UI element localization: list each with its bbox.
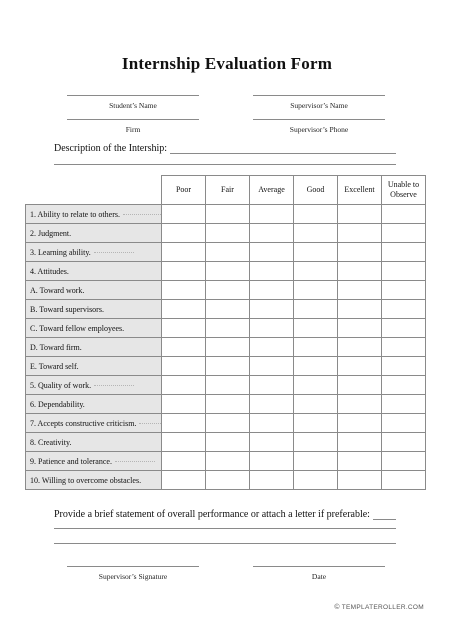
column-header: Unable to Observe: [382, 176, 426, 205]
rating-cell[interactable]: [250, 433, 294, 452]
rating-cell[interactable]: [162, 243, 206, 262]
criterion-cell: [26, 433, 162, 452]
rating-cell[interactable]: [250, 452, 294, 471]
table-row: [26, 357, 426, 376]
rating-cell[interactable]: [162, 471, 206, 490]
criterion-cell: [26, 471, 162, 490]
criterion-cell: [26, 414, 162, 433]
rating-cell[interactable]: [382, 319, 426, 338]
rating-cell[interactable]: [206, 319, 250, 338]
header-blank-cell: [26, 176, 162, 205]
criterion-label: 6. Dependability.: [30, 399, 85, 409]
rating-cell[interactable]: [338, 471, 382, 490]
rating-cell[interactable]: [206, 338, 250, 357]
footer-brand: TEMPLATEROLLER.COM: [341, 604, 424, 611]
student-name-label: Student’s Name: [109, 101, 157, 110]
criterion-label: D. Toward firm.: [30, 342, 82, 352]
table-row: [26, 433, 426, 452]
rating-cell[interactable]: [250, 300, 294, 319]
date-label: Date: [311, 572, 327, 581]
column-header: Average: [250, 176, 294, 205]
rating-cell[interactable]: [338, 300, 382, 319]
criterion-label: B. Toward supervisors.: [30, 304, 104, 314]
rating-cell[interactable]: [382, 414, 426, 433]
rating-cell[interactable]: [382, 243, 426, 262]
rating-cell[interactable]: [206, 300, 250, 319]
rating-cell[interactable]: [206, 414, 250, 433]
rating-cell[interactable]: [162, 376, 206, 395]
supervisor-name-label: Supervisor’s Name: [290, 101, 348, 110]
supervisor-phone-label: Supervisor’s Phone: [289, 125, 349, 134]
firm-label: Firm: [125, 125, 141, 134]
rating-cell[interactable]: [294, 433, 338, 452]
supervisor-name-field[interactable]: [253, 95, 385, 110]
column-header: Fair: [206, 176, 250, 205]
rating-cell[interactable]: [206, 281, 250, 300]
rating-cell[interactable]: [338, 433, 382, 452]
rating-cell[interactable]: [206, 224, 250, 243]
dotted-leader: [94, 252, 134, 254]
table-row: [26, 414, 426, 433]
rating-cell[interactable]: [162, 414, 206, 433]
criterion-label: 4. Attitudes.: [30, 266, 69, 276]
rating-cell[interactable]: [206, 243, 250, 262]
rating-cell[interactable]: [206, 433, 250, 452]
criterion-label: 10. Willing to overcome obstacles.: [30, 475, 142, 485]
rating-cell[interactable]: [162, 338, 206, 357]
rating-cell[interactable]: [382, 452, 426, 471]
rating-cell[interactable]: [162, 300, 206, 319]
rating-cell[interactable]: [206, 471, 250, 490]
rating-cell[interactable]: [206, 262, 250, 281]
rating-cell[interactable]: [162, 205, 206, 224]
table-row: [26, 243, 426, 262]
rating-cell[interactable]: [250, 414, 294, 433]
rating-cell[interactable]: [294, 262, 338, 281]
criterion-cell: [26, 319, 162, 338]
supervisor-signature-label: Supervisor’s Signature: [98, 572, 168, 581]
criterion-cell: [26, 281, 162, 300]
rating-cell[interactable]: [382, 300, 426, 319]
criterion-cell: [26, 243, 162, 262]
criterion-label: 8. Creativity.: [30, 437, 72, 447]
rating-cell[interactable]: [250, 471, 294, 490]
rating-cell[interactable]: [338, 452, 382, 471]
rating-cell[interactable]: [338, 243, 382, 262]
dotted-leader: [115, 461, 155, 463]
description-row: [54, 143, 396, 154]
statement-row: [54, 509, 396, 520]
criterion-cell: [26, 224, 162, 243]
statement-line-3[interactable]: [54, 543, 396, 544]
criterion-label: E. Toward self.: [30, 361, 79, 371]
rating-cell[interactable]: [250, 262, 294, 281]
student-name-line[interactable]: [67, 95, 199, 96]
rating-cell[interactable]: [294, 414, 338, 433]
rating-cell[interactable]: [338, 414, 382, 433]
supervisor-phone-field[interactable]: [253, 119, 385, 134]
rating-cell[interactable]: [382, 357, 426, 376]
rating-cell[interactable]: [294, 357, 338, 376]
footer-watermark: [334, 604, 424, 611]
rating-cell[interactable]: [382, 262, 426, 281]
rating-cell[interactable]: [250, 376, 294, 395]
firm-line[interactable]: [67, 119, 199, 120]
criteria-body: [26, 205, 426, 490]
description-input-line[interactable]: [170, 143, 396, 154]
rating-cell[interactable]: [162, 433, 206, 452]
rating-cell[interactable]: [382, 338, 426, 357]
description-label: Description of the Intership:: [54, 143, 168, 154]
rating-cell[interactable]: [162, 319, 206, 338]
criterion-label: 2. Judgment.: [30, 228, 72, 238]
rating-cell[interactable]: [250, 395, 294, 414]
rating-cell[interactable]: [250, 319, 294, 338]
rating-cell[interactable]: [294, 395, 338, 414]
rating-cell[interactable]: [250, 338, 294, 357]
criterion-cell: [26, 205, 162, 224]
criterion-label: 1. Ability to relate to others.: [30, 209, 120, 219]
rating-cell[interactable]: [338, 319, 382, 338]
supervisor-name-line[interactable]: [253, 95, 385, 96]
rating-cell[interactable]: [206, 395, 250, 414]
criterion-cell: [26, 300, 162, 319]
criterion-cell: [26, 357, 162, 376]
table-row: [26, 205, 426, 224]
rating-cell[interactable]: [338, 224, 382, 243]
date-line[interactable]: [253, 566, 385, 567]
rating-cell[interactable]: [338, 395, 382, 414]
criterion-label: 9. Patience and tolerance.: [30, 456, 112, 466]
rating-cell[interactable]: [162, 395, 206, 414]
rating-cell[interactable]: [382, 224, 426, 243]
criterion-label: 7. Accepts constructive criticism.: [30, 418, 137, 428]
dotted-leader: [139, 423, 161, 425]
rating-cell[interactable]: [206, 205, 250, 224]
rating-cell[interactable]: [294, 452, 338, 471]
rating-cell[interactable]: [338, 281, 382, 300]
rating-cell[interactable]: [338, 357, 382, 376]
rating-cell[interactable]: [294, 224, 338, 243]
rating-table: [25, 175, 426, 490]
rating-cell[interactable]: [162, 452, 206, 471]
criterion-cell: [26, 262, 162, 281]
form-title: Internship Evaluation Form: [121, 54, 333, 73]
table-row: [26, 319, 426, 338]
date-field[interactable]: [253, 566, 385, 581]
column-header: Poor: [162, 176, 206, 205]
rating-cell[interactable]: [294, 338, 338, 357]
firm-field[interactable]: [67, 119, 199, 134]
rating-cell[interactable]: [294, 300, 338, 319]
rating-cell[interactable]: [338, 376, 382, 395]
statement-label: Provide a brief statement of overall performance or attach a letter if preferable:: [54, 509, 370, 520]
criterion-cell: [26, 338, 162, 357]
rating-cell[interactable]: [206, 376, 250, 395]
rating-cell[interactable]: [162, 357, 206, 376]
table-row: [26, 395, 426, 414]
rating-cell[interactable]: [338, 205, 382, 224]
rating-cell[interactable]: [162, 262, 206, 281]
rating-cell[interactable]: [250, 243, 294, 262]
student-name-field[interactable]: [67, 95, 199, 110]
criterion-cell: [26, 452, 162, 471]
table-row: [26, 338, 426, 357]
copyright-symbol: ©: [334, 604, 340, 611]
table-row: [26, 262, 426, 281]
rating-cell[interactable]: [294, 243, 338, 262]
rating-cell[interactable]: [382, 205, 426, 224]
rating-cell[interactable]: [162, 281, 206, 300]
rating-cell[interactable]: [382, 433, 426, 452]
rating-cell[interactable]: [382, 395, 426, 414]
rating-cell[interactable]: [382, 376, 426, 395]
rating-cell[interactable]: [382, 471, 426, 490]
criterion-label: 3. Learning ability.: [30, 247, 91, 257]
table-row: [26, 452, 426, 471]
rating-cell[interactable]: [294, 205, 338, 224]
statement-line-2[interactable]: [54, 528, 396, 529]
criterion-cell: [26, 376, 162, 395]
supervisor-phone-line[interactable]: [253, 119, 385, 120]
table-row: [26, 376, 426, 395]
dotted-leader: [123, 214, 162, 216]
rating-cell[interactable]: [250, 281, 294, 300]
rating-cell[interactable]: [338, 338, 382, 357]
rating-cell[interactable]: [294, 281, 338, 300]
rating-cell[interactable]: [206, 452, 250, 471]
table-row: [26, 300, 426, 319]
supervisor-signature-field[interactable]: [67, 566, 199, 581]
rating-cell[interactable]: [250, 357, 294, 376]
table-header-row: [26, 176, 426, 205]
table-row: [26, 471, 426, 490]
rating-cell[interactable]: [206, 357, 250, 376]
description-second-line[interactable]: [54, 164, 396, 165]
dotted-leader: [94, 385, 134, 387]
criterion-label: 5. Quality of work.: [30, 380, 92, 390]
table-row: [26, 281, 426, 300]
rating-cell[interactable]: [162, 224, 206, 243]
rating-cell[interactable]: [294, 319, 338, 338]
criterion-label: C. Toward fellow employees.: [30, 323, 125, 333]
supervisor-signature-line[interactable]: [67, 566, 199, 567]
rating-cell[interactable]: [294, 376, 338, 395]
rating-cell[interactable]: [294, 471, 338, 490]
rating-cell[interactable]: [250, 224, 294, 243]
statement-input-line[interactable]: [373, 509, 396, 520]
column-header: Excellent: [338, 176, 382, 205]
rating-cell[interactable]: [382, 281, 426, 300]
rating-cell[interactable]: [250, 205, 294, 224]
criterion-label: A. Toward work.: [30, 285, 85, 295]
criterion-cell: [26, 395, 162, 414]
column-header: Good: [294, 176, 338, 205]
rating-cell[interactable]: [338, 262, 382, 281]
table-row: [26, 224, 426, 243]
